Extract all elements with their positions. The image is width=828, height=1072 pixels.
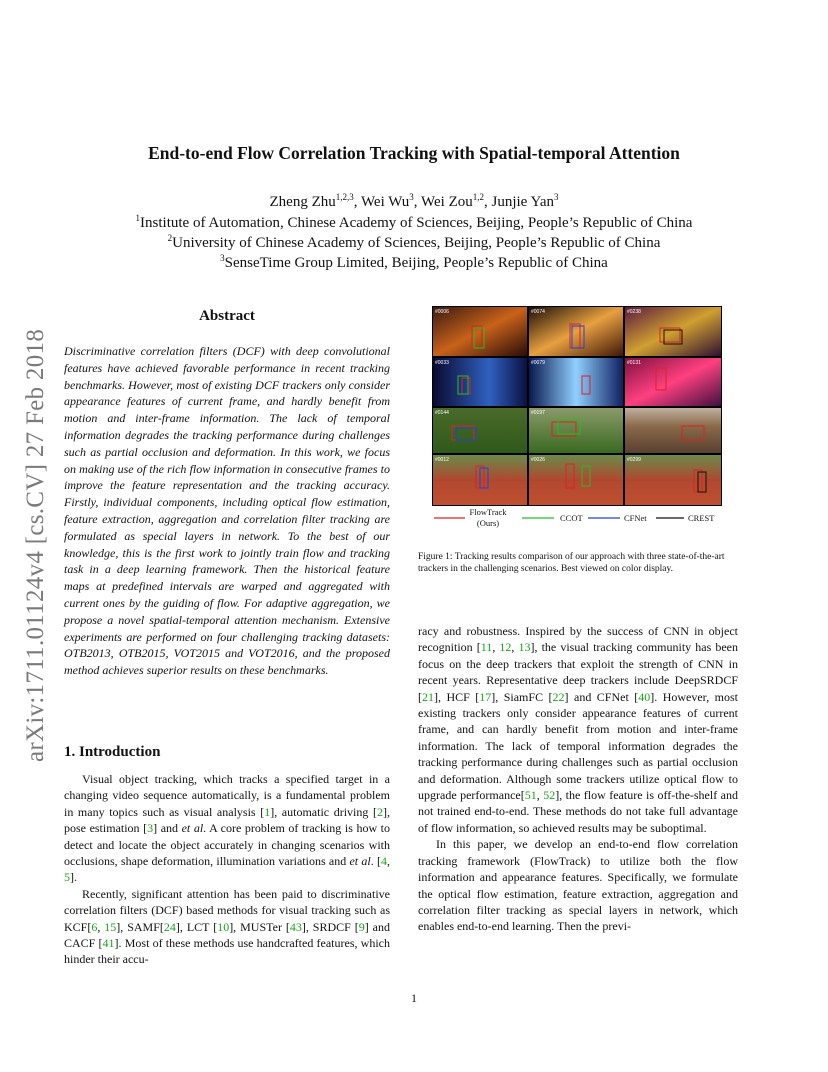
paragraph-text-run: ], SRDCF [ [301,919,359,934]
paragraph-text-run: ]. Most of these methods use handcrafted features, which hinder their accu- [64,936,391,967]
citation-link[interactable]: 22 [552,689,565,704]
citation-link[interactable]: 24 [163,919,176,934]
frame-label: #0026 [531,457,545,463]
paragraph-text-run: ], SAMF[ [116,919,164,934]
paragraph-text-run: ], LCT [ [175,919,218,934]
frame-label: #0144 [435,410,449,416]
citation-link[interactable]: 5 [64,870,70,885]
figure-legend [434,507,715,528]
body-paragraph: In this paper, we develop an end-to-end flow correlation tracking framework (FlowTrack) to utilize both the flow information and appearance features. Specifically, we formulate the optical flow estimation, feature extraction, aggregation and correlation filter tracking as special layers in network, which enables end-to-end learning. Then the previ- [418,837,738,934]
citation-link[interactable]: 6 [91,919,98,934]
frame-label: #0131 [627,360,641,366]
citation-link[interactable]: 4 [381,854,387,869]
author-name: Junjie Yan [491,194,554,210]
figure-grid-svg [432,306,722,534]
intro-paragraph [64,886,390,968]
paragraph-text-run: racy and robustness. Inspired by the success of CNN in object recognition [ [418,624,738,655]
italic-text: et al [181,821,204,836]
abstract-heading: Abstract [199,308,255,324]
citation-link[interactable]: 15 [104,919,117,934]
figure-1 [432,306,722,534]
page-number: 1 [411,991,417,1005]
legend-label: CCOT [560,513,583,523]
citation-link[interactable]: 12 [499,640,512,655]
paragraph-text-run: ], the visual tracking community has been focus on the deep trackers that exploit the strength of CNN in recent years. Representative deep trackers include DeepSRDCF [ [418,640,738,704]
paragraph-text-run: ], HCF [ [434,689,480,704]
citation-link[interactable]: 43 [289,919,302,934]
citation-link[interactable]: 3 [147,821,154,836]
citation-link[interactable]: 52 [543,788,556,803]
citation-link[interactable]: 9 [358,919,365,934]
section-heading-introduction: 1. Introduction [64,744,161,760]
frame-label: #0012 [435,457,449,463]
paragraph-text-run: , [536,788,544,803]
paragraph-text-run: , [97,919,105,934]
citation-link[interactable]: 17 [479,689,492,704]
paragraph-text-run: Recently, significant attention has been paid to discriminative correlation filters (DCF) based methods for visual tracking such as KCF[ [64,886,390,934]
author-affiliation-marker: 1,2,3 [335,192,354,202]
affiliation-line: $^1$Institute of Automation, Chinese Academy of Sciences, Beijing, People’s Republic of China [135,213,693,231]
paragraph-text-run: ], pose estimation [ [64,804,390,836]
paragraph-text-run: Visual object tracking, which tracks a specified target in a changing video sequence automatically, is a fundamental problem in many topics such as visual analysis [ [64,772,390,819]
citation-link[interactable]: 51 [524,788,537,803]
arxiv-identifier: arXiv:1711.01124v4 [cs.CV] 27 Feb 2018 [22,328,49,762]
legend-label: CFNet [624,513,647,523]
frame-label: #0079 [531,360,545,366]
citation-link[interactable]: 11 [480,640,493,655]
paragraph-text-run: ], automatic driving [ [270,804,377,819]
figure-caption: Figure 1: Tracking results comparison of our approach with three state-of-the-art trackers in the challenging scenarios. Best viewed on color display. [418,552,725,574]
legend-label: CREST [688,513,715,523]
paragraph-text-run: ], the flow feature is off-the-shelf and not trained end-to-end. These methods do not take full advantage of flow information, so achieved results may be suboptimal. [418,788,738,835]
paragraph-text-run: ]. However, most existing trackers only consider appearance features of current frame, and can hardly benefit from motion and inter-frame information. The lack of temporal information degrades the tracking performance during challenges such as partial occlusion and deformation. Although some trackers utilize optical flow to upgrade performance[ [418,689,738,803]
legend-label: FlowTrack [469,507,507,517]
frame-label: #0238 [627,309,641,315]
frame-label: #0299 [627,457,641,463]
author-name: Wei Wu [360,194,410,210]
citation-link[interactable]: 10 [217,919,230,934]
abstract-text: Discriminative correlation filters (DCF) with deep convolutional features have achieved favorable performance in recent tracking benchmarks. However, most of existing DCF trackers only consider appearance features of current frame, and hardly benefit from motion and inter-frame information. The lack of temporal information degrades the tracking performance during challenges such as partial occlusion and deformation. In this work, we focus on making use of the rich flow information in consecutive frames to improve the feature representation and the tracking accuracy. Firstly, individual components, including optical flow estimation, feature extraction, aggregation and correlation filter tracking are formulated as special layers in network. To the best of our knowledge, this is the first work to jointly train flow and tracking task in a deep learning framework. Then the historical feature maps at predefined intervals are warped and aggregated with current ones by the guiding of flow. For adaptive aggregation, we propose a novel spatial-temporal attention mechanism. Extensive experiments are performed on four challenging tracking datasets: OTB2013, OTB2015, VOT2015 and VOT2016, and the proposed method achieves superior results on these benchmarks. [64,344,390,678]
paragraph-text-run: , [387,854,390,869]
italic-text: et al [349,854,371,869]
citation-link[interactable]: 21 [422,689,434,704]
affiliation-line: $^2$University of Chinese Academy of Sciences, Beijing, People’s Republic of China [167,233,661,251]
paragraph-text-run: ] and [153,821,182,836]
paragraph-text-run: ], SiamFC [ [491,689,553,704]
paragraph-text-run: ], MUSTer [ [229,919,290,934]
paper-title: End-to-end Flow Correlation Tracking with Spatial-temporal Attention [148,143,680,163]
paragraph-text-run: ]. [70,870,77,885]
citation-link[interactable]: 41 [102,936,115,951]
paragraph-text-run: , [492,640,500,655]
paragraph-text-run: ] and CACF [ [64,919,390,951]
frame-label: #0006 [435,309,449,315]
citation-link[interactable]: 1 [264,804,271,819]
author-affiliation-marker: 1,2 [472,192,484,202]
frame-label: #0074 [531,309,545,315]
citation-link[interactable]: 2 [376,804,383,819]
affiliation-line: $^3$SenseTime Group Limited, Beijing, People’s Republic of China [220,253,608,271]
author-name: Zheng Zhu [269,194,336,210]
frame-image [625,408,721,453]
author-affiliation-marker: 3 [554,192,559,202]
paragraph-text-run: . A core problem of tracking is how to detect and locate the object accurately in changing scenarios with occlusions, shape deformation, illumination variations and [64,821,391,869]
author-affiliation-marker: 3 [409,192,414,202]
right-column-body [418,623,738,935]
body-paragraph [418,623,738,836]
paragraph-text-run: , [511,640,519,655]
left-column-body [64,771,390,968]
paragraph-text-run: . [ [370,854,381,869]
author-list: Zheng Zhu$^{1,2,3}$, Wei Wu$^3$, Wei Zou$^{1,2}$, Junjie Yan$^3$ [269,192,559,210]
paragraph-text-run: ] and CFNet [ [564,689,639,704]
legend-label: (Ours) [476,518,500,528]
author-name: Wei Zou [421,194,473,210]
citation-link[interactable]: 13 [518,640,531,655]
frame-label: #0033 [435,360,449,366]
frame-label: #0197 [531,410,545,416]
intro-paragraph [64,771,390,886]
citation-link[interactable]: 40 [638,689,651,704]
